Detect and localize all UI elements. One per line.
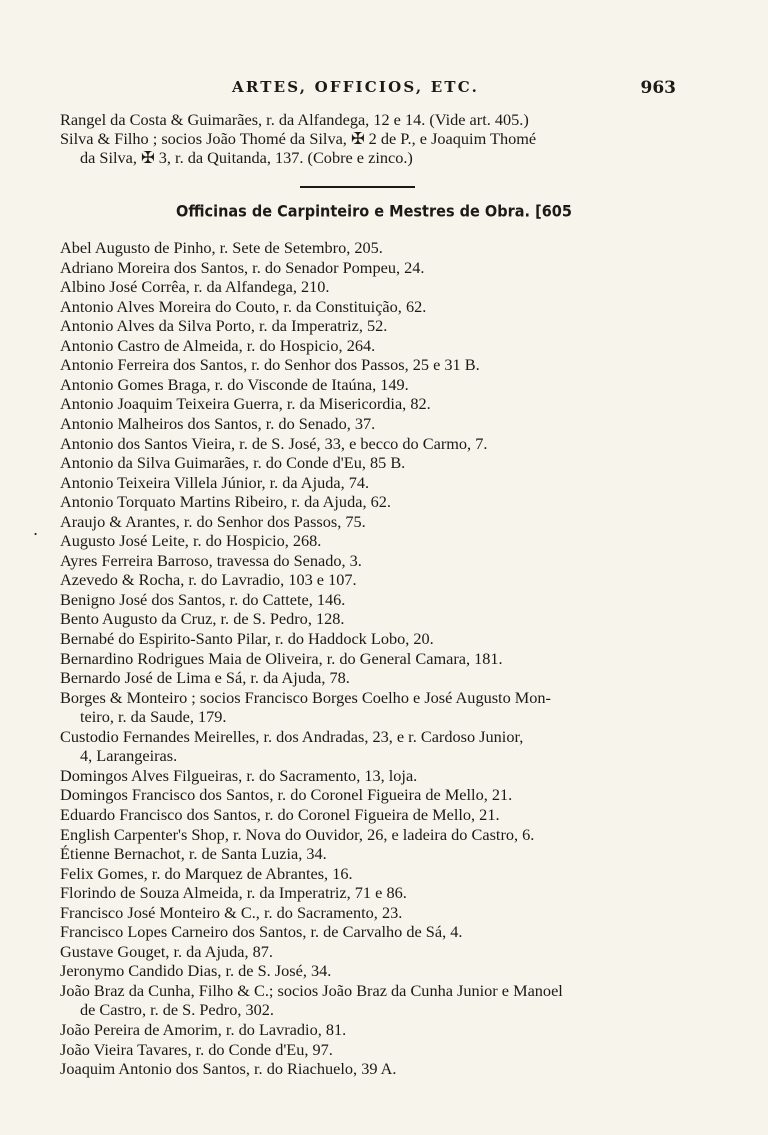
entry-line: Antonio dos Santos Vieira, r. de S. José, 33, e becco do Carmo, 7. bbox=[60, 434, 488, 453]
entry-line: Antonio Gomes Braga, r. do Visconde de Itaúna, 149. bbox=[60, 375, 409, 394]
running-head-title: ARTES, OFFICIOS, ETC. bbox=[232, 78, 480, 96]
entry-line: Bernardino Rodrigues Maia de Oliveira, r. do General Camara, 181. bbox=[60, 649, 503, 668]
margin-mark: . bbox=[33, 520, 39, 539]
entry-line: Abel Augusto de Pinho, r. Sete de Setembro, 205. bbox=[60, 238, 383, 257]
entry-line: Rangel da Costa & Guimarães, r. da Alfandega, 12 e 14. (Vide art. 405.) bbox=[60, 110, 529, 129]
entry-line: Antonio Torquato Martins Ribeiro, r. da Ajuda, 62. bbox=[60, 492, 391, 511]
entry-line: Florindo de Souza Almeida, r. da Imperatriz, 71 e 86. bbox=[60, 883, 407, 902]
entry-line: João Vieira Tavares, r. do Conde d'Eu, 97. bbox=[60, 1040, 333, 1059]
entry-line: João Pereira de Amorim, r. do Lavradio, 81. bbox=[60, 1020, 347, 1039]
entry-line: Domingos Francisco dos Santos, r. do Coronel Figueira de Mello, 21. bbox=[60, 785, 513, 804]
entry-line: Augusto José Leite, r. do Hospicio, 268. bbox=[60, 531, 322, 550]
entry-line-continuation: teiro, r. da Saude, 179. bbox=[80, 707, 227, 726]
running-head bbox=[0, 78, 768, 102]
entry-line: Silva & Filho ; socios João Thomé da Silva, ✠ 2 de P., e Joaquim Thomé bbox=[60, 129, 537, 148]
entry-line: Antonio da Silva Guimarães, r. do Conde d'Eu, 85 B. bbox=[60, 453, 406, 472]
entry-line: Antonio Joaquim Teixeira Guerra, r. da Misericordia, 82. bbox=[60, 394, 431, 413]
entry-line: Bento Augusto da Cruz, r. de S. Pedro, 128. bbox=[60, 609, 345, 628]
section-divider bbox=[300, 186, 415, 188]
entry-line-continuation: da Silva, ✠ 3, r. da Quitanda, 137. (Cobre e zinco.) bbox=[80, 148, 413, 167]
entry-line: Custodio Fernandes Meirelles, r. dos Andradas, 23, e r. Cardoso Junior, bbox=[60, 727, 524, 746]
entry-line: Antonio Ferreira dos Santos, r. do Senhor dos Passos, 25 e 31 B. bbox=[60, 355, 480, 374]
entry-line: Antonio Malheiros dos Santos, r. do Senado, 37. bbox=[60, 414, 376, 433]
entry-line: Adriano Moreira dos Santos, r. do Senador Pompeu, 24. bbox=[60, 258, 425, 277]
entry-line: Francisco José Monteiro & C., r. do Sacramento, 23. bbox=[60, 903, 403, 922]
entry-line: Gustave Gouget, r. da Ajuda, 87. bbox=[60, 942, 273, 961]
entry-line: English Carpenter's Shop, r. Nova do Ouvidor, 26, e ladeira do Castro, 6. bbox=[60, 825, 535, 844]
entry-line-continuation: de Castro, r. de S. Pedro, 302. bbox=[80, 1000, 274, 1019]
entry-line: Francisco Lopes Carneiro dos Santos, r. de Carvalho de Sá, 4. bbox=[60, 922, 463, 941]
entry-line: Eduardo Francisco dos Santos, r. do Coronel Figueira de Mello, 21. bbox=[60, 805, 500, 824]
section-heading: Officinas de Carpinteiro e Mestres de Obra. [605 bbox=[176, 203, 572, 221]
entry-line: Felix Gomes, r. do Marquez de Abrantes, 16. bbox=[60, 864, 353, 883]
entry-line: Benigno José dos Santos, r. do Cattete, 146. bbox=[60, 590, 346, 609]
entry-line: Joaquim Antonio dos Santos, r. do Riachuelo, 39 A. bbox=[60, 1059, 397, 1078]
entry-line: Araujo & Arantes, r. do Senhor dos Passos, 75. bbox=[60, 512, 366, 531]
entry-line: João Braz da Cunha, Filho & C.; socios João Braz da Cunha Junior e Manoel bbox=[60, 981, 563, 1000]
entry-line: Borges & Monteiro ; socios Francisco Borges Coelho e José Augusto Mon- bbox=[60, 688, 551, 707]
entry-line: Antonio Castro de Almeida, r. do Hospicio, 264. bbox=[60, 336, 376, 355]
entry-line-continuation: 4, Larangeiras. bbox=[80, 746, 178, 765]
entry-line: Ayres Ferreira Barroso, travessa do Senado, 3. bbox=[60, 551, 362, 570]
entry-line: Jeronymo Candido Dias, r. de S. José, 34. bbox=[60, 961, 332, 980]
entry-line: Bernabé do Espirito-Santo Pilar, r. do Haddock Lobo, 20. bbox=[60, 629, 434, 648]
entry-line: Étienne Bernachot, r. de Santa Luzia, 34. bbox=[60, 844, 327, 863]
entry-line: Antonio Alves Moreira do Couto, r. da Constituição, 62. bbox=[60, 297, 427, 316]
page-number: 963 bbox=[640, 78, 676, 98]
entry-line: Azevedo & Rocha, r. do Lavradio, 103 e 107. bbox=[60, 570, 357, 589]
entry-line: Antonio Teixeira Villela Júnior, r. da Ajuda, 74. bbox=[60, 473, 370, 492]
entry-line: Antonio Alves da Silva Porto, r. da Imperatriz, 52. bbox=[60, 316, 388, 335]
entry-line: Bernardo José de Lima e Sá, r. da Ajuda, 78. bbox=[60, 668, 350, 687]
entry-line: Albino José Corrêa, r. da Alfandega, 210. bbox=[60, 277, 330, 296]
entry-line: Domingos Alves Filgueiras, r. do Sacramento, 13, loja. bbox=[60, 766, 418, 785]
